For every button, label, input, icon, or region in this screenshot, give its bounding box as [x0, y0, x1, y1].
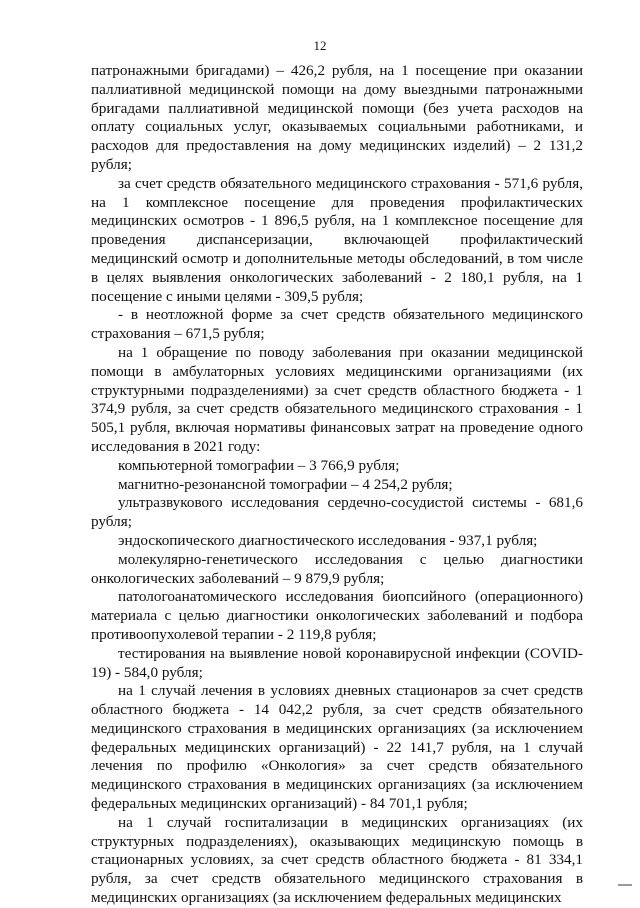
paragraph-covid-testing: тестирования на выявление новой коронавирусной инфекции (COVID-19) - 584,0 рубля;	[91, 644, 583, 681]
paragraph-palliative-patronage: патронажными бригадами) – 426,2 рубля, на 1 посещение при оказании паллиативной медицинской помощи на дому выездными патронажными бригадами паллиативной медицинской помощи (без учета расходов на оплату социальных услуг, оказываемых социальными работниками, и расходов для предоставления на дому медицинских изделий) – 2 131,2 рубля;	[91, 62, 583, 173]
paragraph-endoscopy: эндоскопического диагностического исследования - 937,1 рубля;	[118, 531, 538, 549]
paragraph-urgent-care: - в неотложной форме за счет средств обязательного медицинского страхования – 671,5 рубля;	[91, 306, 583, 343]
paragraph-mri: магнитно-резонансной томографии – 4 254,2 рубля;	[118, 475, 453, 493]
paragraph-molecular-genetic: молекулярно-генетического исследования с целью диагностики онкологических заболеваний – 9 879,9 рубля;	[91, 550, 583, 587]
page-number: 12	[313, 38, 327, 53]
paragraph-day-hospital: на 1 случай лечения в условиях дневных стационаров за счет средств областного бюджета - 14 042,2 рубля, за счет средств обязательного медицинского страхования в медицинских организациях (за исключением федеральных медицинских организаций) - 22 141,7 рубля, на 1 случай лечения по профилю «Онкология» за счет средств обязательного медицинского страхования в медицинских организациях (за исключением федеральных медицинских организаций) - 84 701,1 рубля;	[91, 682, 583, 813]
paragraph-pathology: патологоанатомического исследования биопсийного (операционного) материала с целью диагностики онкологических заболеваний и подбора противоопухолевой терапии - 2 119,8 рубля;	[91, 588, 583, 643]
paragraph-oms-visits: за счет средств обязательного медицинского страхования - 571,6 рубля, на 1 комплексное посещение для проведения профилактических медицинских осмотров - 1 896,5 рубля, на 1 комплексное посещение для проведения диспансеризации, включающей профилактический медицинский осмотр и дополнительные методы обследований, в том числе в целях выявления онкологических заболеваний - 2 180,1 рубля, на 1 посещение с иными целями - 309,5 рубля;	[91, 174, 583, 305]
paragraph-ultrasound: ультразвукового исследования сердечно-сосудистой системы - 681,6 рубля;	[91, 494, 583, 531]
paragraph-outpatient-appeal: на 1 обращение по поводу заболевания при оказании медицинской помощи в амбулаторных условиях медицинскими организациями (их структурными подразделениями) за счет средств областного бюджета - 1 374,9 рубля, за счет средств обязательного медицинского страхования - 1 505,1 рубля, включая нормативы финансовых затрат на проведение одного исследования в 2021 году:	[91, 343, 583, 455]
scan-edge-mark	[618, 884, 632, 886]
paragraph-hospitalization: на 1 случай госпитализации в медицинских организациях (их структурных подразделениях), оказывающих медицинскую помощь в стационарных условиях, за счет средств областного бюджета - 81 334,1 рубля, за счет средств обязательного медицинского страхования в медицинских организациях (за исключением федеральных медицинских	[91, 813, 583, 907]
paragraph-ct: компьютерной томографии – 3 766,9 рубля;	[118, 456, 400, 474]
document-body	[91, 62, 583, 908]
